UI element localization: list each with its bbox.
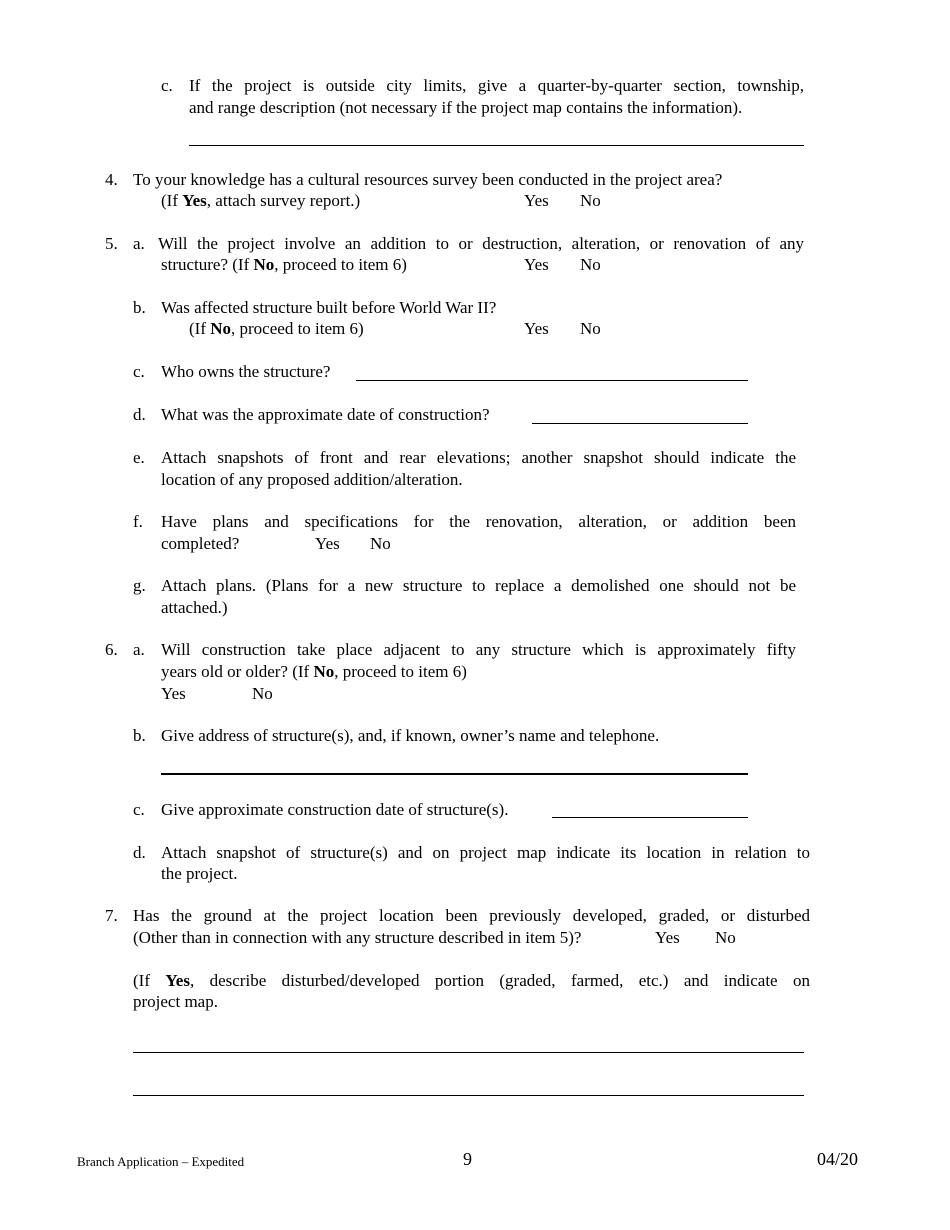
q6-number: 6.	[105, 640, 118, 659]
q6b-answer-line[interactable]	[161, 773, 748, 775]
q5f-yes-option[interactable]: Yes	[315, 534, 340, 553]
q4-no-option[interactable]: No	[580, 191, 601, 210]
q3c-line2: and range description (not necessary if the project map contains the information).	[189, 98, 743, 117]
footer-title: Branch Application – Expedited	[77, 1154, 245, 1169]
footer-page-number: 9	[463, 1149, 472, 1169]
q3c-letter: c.	[161, 76, 173, 95]
q5e-letter: e.	[133, 448, 145, 467]
q6c-answer-line[interactable]	[552, 817, 748, 818]
q5f-letter: f.	[133, 512, 143, 531]
q5d-letter: d.	[133, 405, 146, 424]
q5c-answer-line[interactable]	[356, 380, 748, 381]
q3c-answer-line[interactable]	[189, 145, 804, 146]
q5f-line1: Have plans and specifications for the renovation, alteration, or addition been	[161, 512, 796, 531]
q5e-line2: location of any proposed addition/alteration.	[161, 470, 463, 489]
q7-number: 7.	[105, 906, 118, 925]
q5f-no-option[interactable]: No	[370, 534, 391, 553]
q5c-text: Who owns the structure?	[161, 362, 331, 381]
q6d-line1: Attach snapshot of structure(s) and on project map indicate its location in relation to	[161, 843, 810, 862]
q6d-line2: the project.	[161, 864, 238, 883]
q5c-letter: c.	[133, 362, 145, 381]
q6a-line2: years old or older? (If No, proceed to item 6)	[161, 662, 467, 681]
q5d-text: What was the approximate date of construction?	[161, 405, 490, 424]
q3c-line1: If the project is outside city limits, give a quarter-by-quarter section, township,	[189, 76, 804, 95]
q6d-letter: d.	[133, 843, 146, 862]
q7-answer-line-2[interactable]	[133, 1095, 804, 1096]
q4-yes-option[interactable]: Yes	[524, 191, 549, 210]
q7-line1: Has the ground at the project location been previously developed, graded, or disturbed	[133, 906, 810, 925]
footer-date: 04/20	[817, 1149, 859, 1169]
q5b-yes-option[interactable]: Yes	[524, 319, 549, 338]
q6c-letter: c.	[133, 800, 145, 819]
q6a-yes-option[interactable]: Yes	[161, 684, 186, 703]
q6b-text: Give address of structure(s), and, if known, owner’s name and telephone.	[161, 726, 660, 745]
q5-number: 5.	[105, 234, 118, 253]
q5b-line2: (If No, proceed to item 6)	[189, 319, 364, 338]
q5a-yes-option[interactable]: Yes	[524, 255, 549, 274]
q4-number: 4.	[105, 170, 118, 189]
q6a-line1: Will construction take place adjacent to any structure which is approximately fifty	[161, 640, 796, 659]
q5b-letter: b.	[133, 298, 146, 317]
q6a-letter: a.	[133, 640, 145, 659]
q5e-line1: Attach snapshots of front and rear elevations; another snapshot should indicate the	[161, 448, 796, 467]
q5g-line2: attached.)	[161, 598, 228, 617]
q5f-line2: completed?	[161, 534, 240, 553]
q5a-no-option[interactable]: No	[580, 255, 601, 274]
q4-note: (If Yes, attach survey report.)	[161, 191, 361, 210]
q7-note-line1: (If Yes, describe disturbed/developed portion (graded, farmed, etc.) and indicate on	[133, 971, 810, 990]
q7-yes-option[interactable]: Yes	[655, 928, 680, 947]
q5a-line1: Will the project involve an addition to or destruction, alteration, or renovation of any	[158, 234, 804, 253]
q6b-letter: b.	[133, 726, 146, 745]
q5a-letter: a.	[133, 234, 145, 253]
q5b-line1: Was affected structure built before World War II?	[161, 298, 497, 317]
q5g-line1: Attach plans. (Plans for a new structure to replace a demolished one should not be	[161, 576, 796, 595]
q5g-letter: g.	[133, 576, 146, 595]
q6c-text: Give approximate construction date of structure(s).	[161, 800, 509, 819]
q7-line2: (Other than in connection with any structure described in item 5)?	[133, 928, 582, 947]
q4-question: To your knowledge has a cultural resources survey been conducted in the project area?	[133, 170, 723, 189]
q7-note-line2: project map.	[133, 992, 218, 1011]
q7-answer-line-1[interactable]	[133, 1052, 804, 1053]
q7-no-option[interactable]: No	[715, 928, 736, 947]
q5a-line2: structure? (If No, proceed to item 6)	[161, 255, 407, 274]
q5b-no-option[interactable]: No	[580, 319, 601, 338]
q6a-no-option[interactable]: No	[252, 684, 273, 703]
q5d-answer-line[interactable]	[532, 423, 748, 424]
